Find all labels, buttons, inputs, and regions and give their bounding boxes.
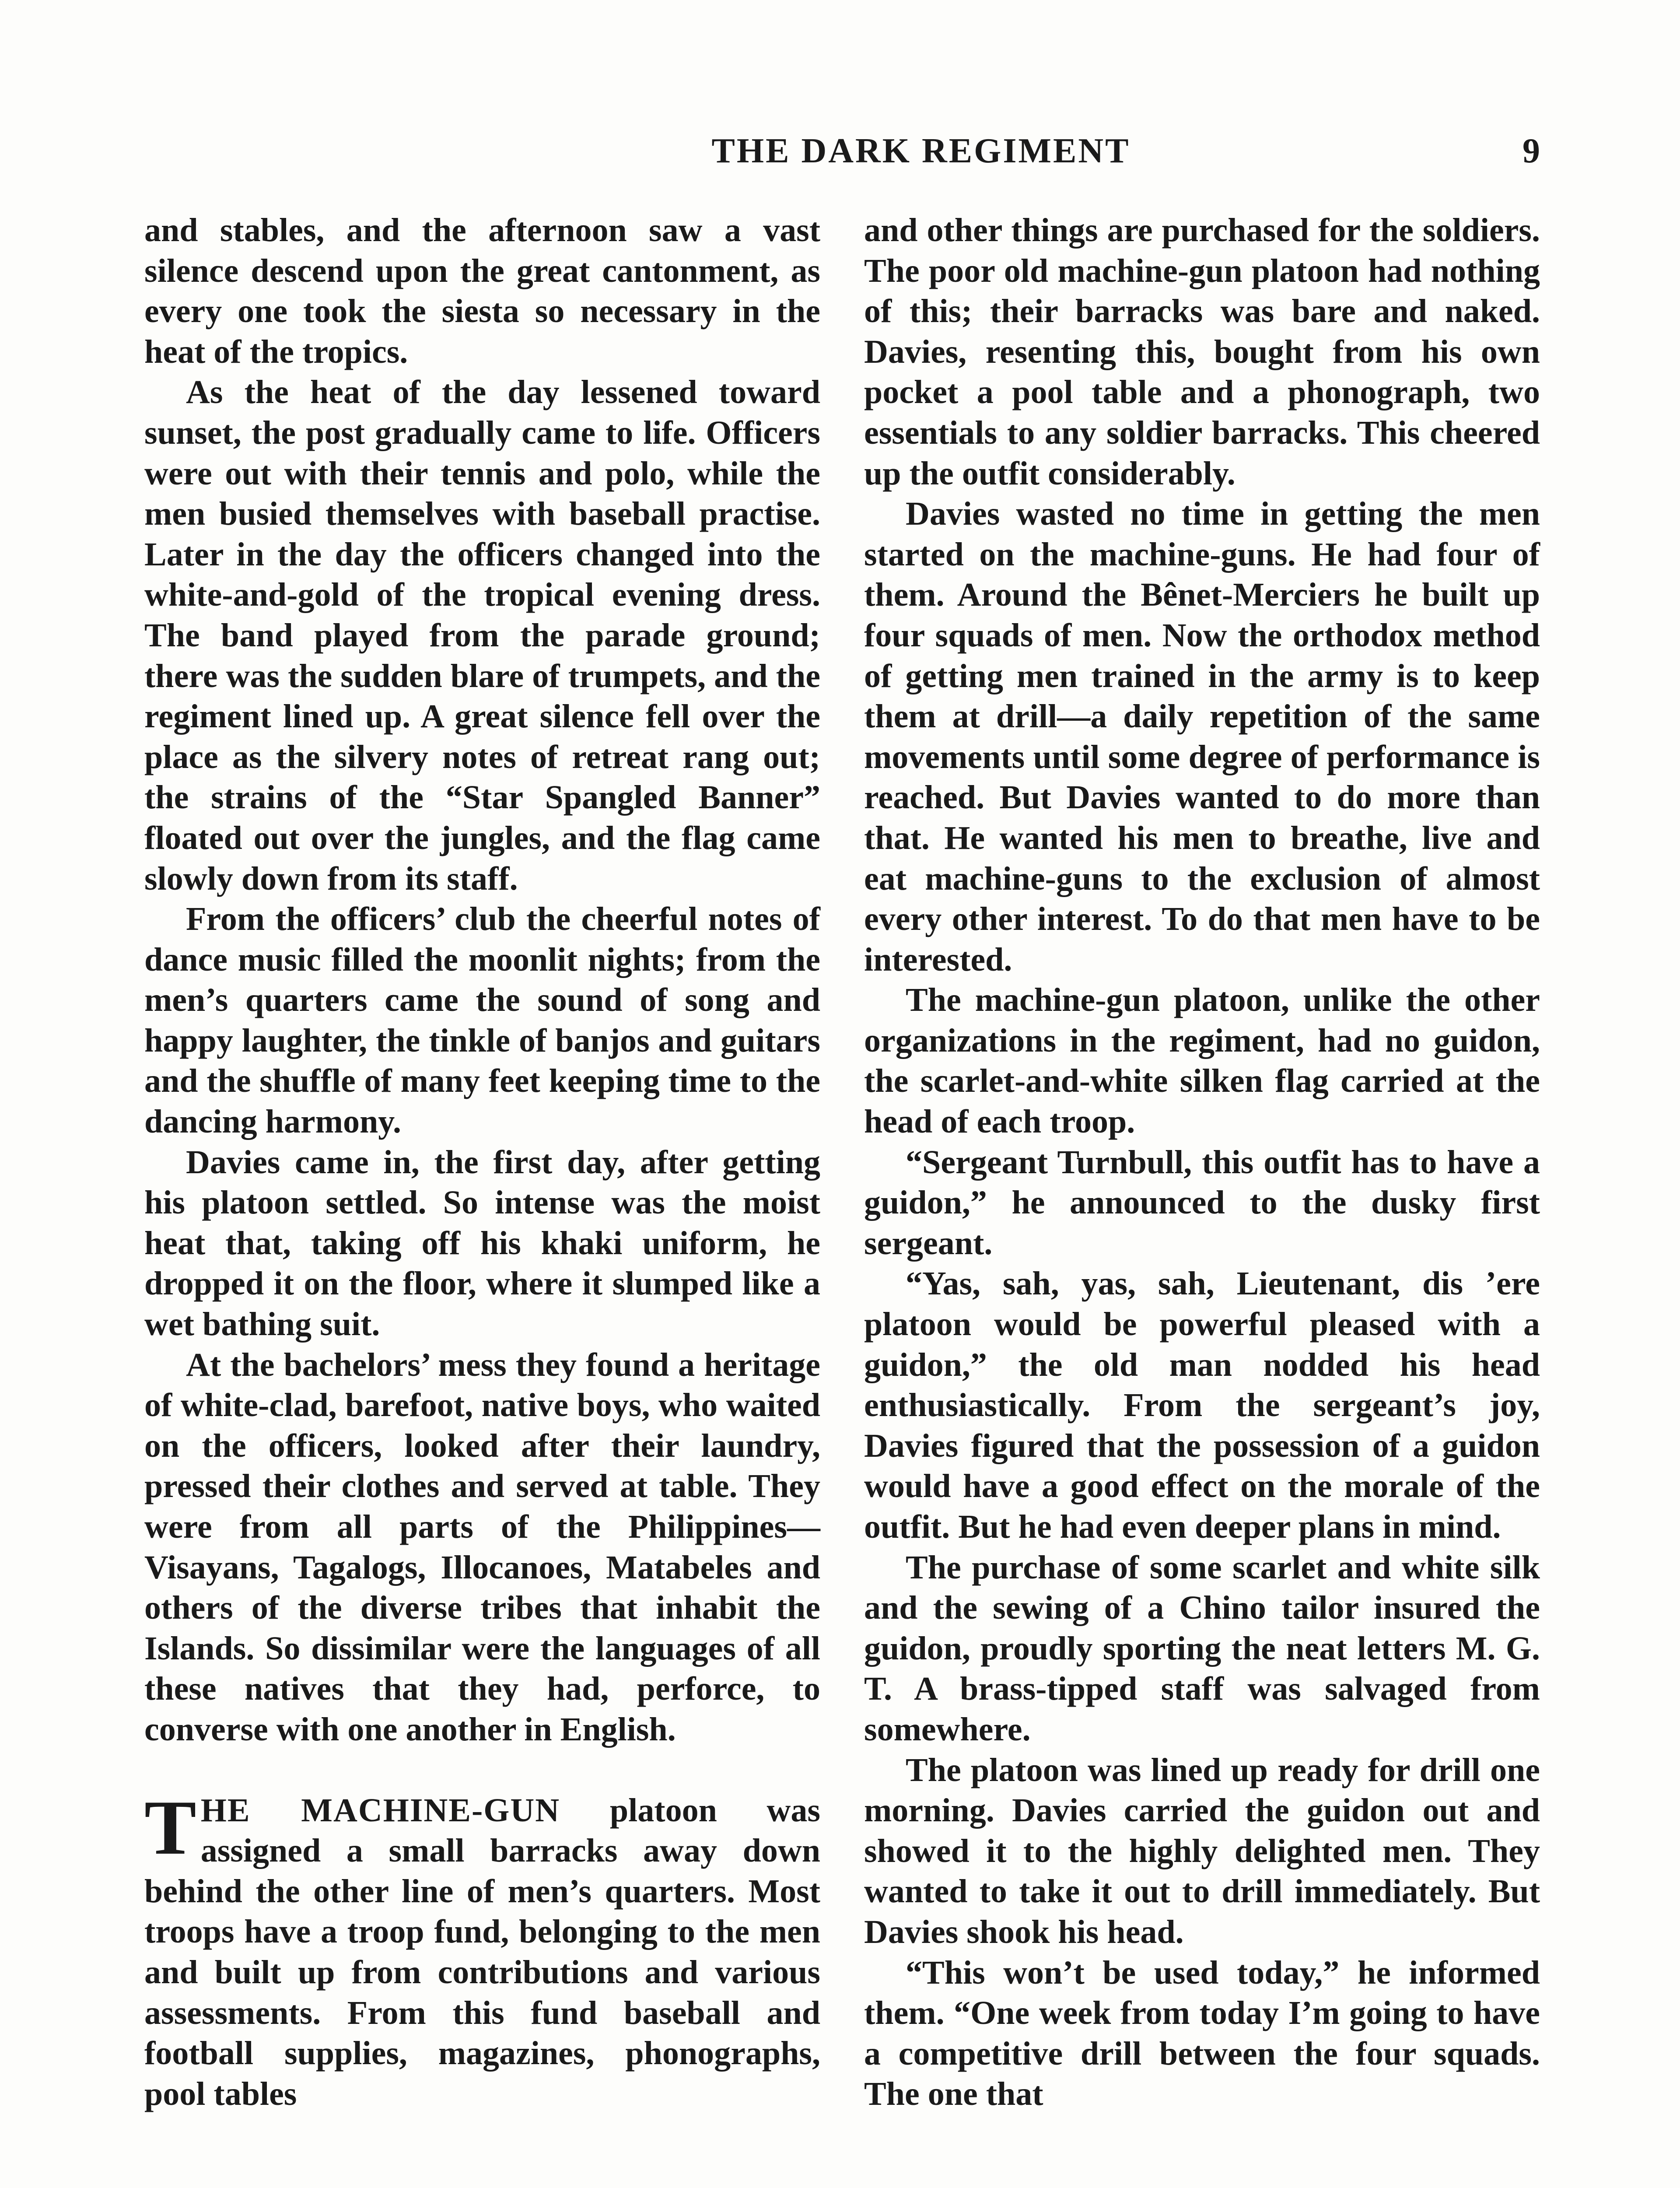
paragraph: “This won’t be used today,” he informed them. “One week from today I’m going to have a competitive drill between the four squads. The one that — [864, 1954, 1540, 2113]
paragraph: At the bachelors’ mess they found a heritage of white-clad, barefoot, native boys, who waited on the officers, looked after their laundry, pressed their clothes and served at table. They were from all parts of the Philippines—Visayans, Tagalogs, Illocanoes, Matabeles and others of the diverse tribes that inhabit the Islands. So dissimilar were the languages of all these natives that they had, perforce, to converse with one another in English. — [144, 1346, 820, 1748]
running-head — [144, 127, 1540, 175]
paragraph: “Yas, sah, yas, sah, Lieutenant, dis ’ere platoon would be powerful pleased with a guidon,” the old man nodded his head enthusiastically. From the sergeant’s joy, Davies figured that the possession of a guidon would have a good effect on the morale of the outfit. But he had even deeper plans in mind. — [864, 1265, 1540, 1545]
paragraph: “Sergeant Turnbull, this outfit has to have a guidon,” he announced to the dusky first sergeant. — [864, 1143, 1540, 1262]
paragraph: The machine-gun platoon, unlike the other organizations in the regiment, had no guidon, the scarlet-and-white silken flag carried at the head of each troop. — [864, 982, 1540, 1140]
small-caps-lead: HE MACHINE-GUN — [200, 1792, 560, 1829]
paragraph: The platoon was lined up ready for drill one morning. Davies carried the guidon out and showed it to the highly delighted men. They wanted to take it out to drill immediately. But Davies shook his head. — [864, 1751, 1540, 1950]
running-title: THE DARK REGIMENT — [711, 132, 1130, 170]
section-opening-paragraph — [144, 1784, 820, 2114]
paragraph: Davies came in, the first day, after getting his platoon settled. So intense was the moist heat that, taking off his khaki uniform, he dropped it on the floor, where it slumped like a wet bathing suit. — [144, 1143, 820, 1343]
left-column — [144, 210, 820, 2114]
drop-cap: T — [144, 1784, 196, 1871]
paragraph: and stables, and the afternoon saw a vast silence descend upon the great cantonment, as every one took the siesta so necessary in the heat of the tropics. — [144, 212, 820, 370]
section-break — [144, 1750, 820, 1790]
paragraph: As the heat of the day lessened toward sunset, the post gradually came to life. Officers were out with their tennis and polo, while the men busied themselves with baseball practise. Later in the day the officers changed into the white-and-gold of the tropical evening dress. The band played from the parade ground; there was the sudden blare of trumpets, and the regiment lined up. A great silence fell over the place as the silvery notes of retreat rang out; the strains of the “Star Spangled Banner” floated out over the jungles, and the flag came slowly down from its staff. — [144, 374, 820, 897]
paragraph: From the officers’ club the cheerful notes of dance music filled the moonlit nights; from the men’s quarters came the sound of song and happy laughter, the tinkle of banjos and guitars and the shuffle of many feet keeping time to the dancing harmony. — [144, 901, 820, 1140]
page-number: 9 — [1522, 132, 1540, 170]
right-column — [864, 210, 1540, 2114]
paragraph: Davies wasted no time in getting the men started on the machine-guns. He had four of them. Around the Bênet-Merciers he built up four squads of men. Now the orthodox method of getting men trained in the army is to keep them at drill—a daily repetition of the same movements until some degree of performance is reached. But Davies wanted to do more than that. He wanted his men to breathe, live and eat machine-guns to the exclusion of almost every other interest. To do that men have to be interested. — [864, 495, 1540, 978]
paragraph: The purchase of some scarlet and white silk and the sewing of a Chino tailor insured the guidon, proudly sporting the neat letters M. G. T. A brass-tipped staff was salvaged from somewhere. — [864, 1549, 1540, 1748]
paragraph-text: platoon was assigned a small barracks away down behind the other line of men’s quarters. Most troops have a troop fund, belonging to the men and built up from contributions and various assessments. From this fund baseball and football supplies, magazines, phonographs, pool tables — [144, 1792, 820, 2112]
paragraph: and other things are purchased for the soldiers. The poor old machine-gun platoon had nothing of this; their barracks was bare and naked. Davies, resenting this, bought from his own pocket a pool table and a phonograph, two essentials to any soldier barracks. This cheered up the outfit considerably. — [864, 212, 1540, 492]
